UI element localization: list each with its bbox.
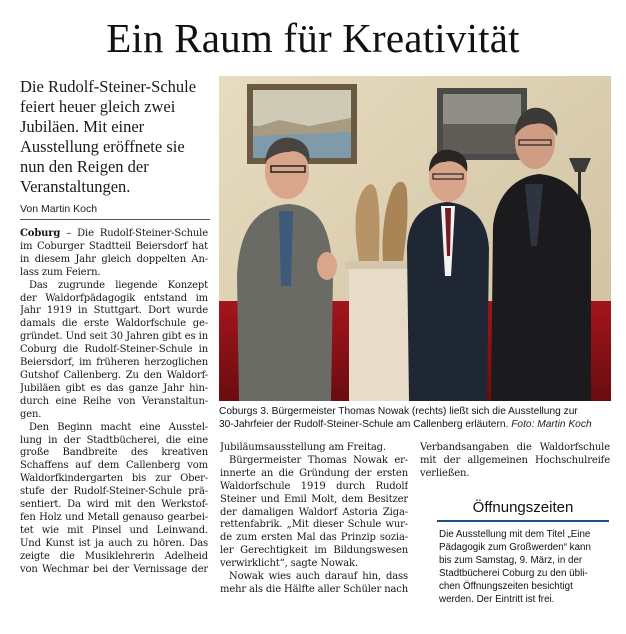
article-column-2: [220, 442, 408, 597]
article-line: gen.: [20, 408, 42, 420]
article-line: Bürgermeister Thomas Nowak er-: [229, 454, 408, 466]
lead-line: feiert heuer gleich zwei: [20, 97, 176, 116]
caption-line: Coburgs 3. Bürgermeister Thomas Nowak (rechts) ließt sich die Ausstellung zur: [219, 406, 578, 417]
article-line: [20, 228, 208, 241]
article-line: große Bandbreite des kreativen: [20, 447, 208, 459]
photo-illustration: [219, 76, 611, 401]
dateline: Coburg: [20, 228, 61, 239]
article-line: rettenfabrik. „Mit dieser Schule wur-: [220, 519, 408, 531]
article-line: Waldorfschule 1919 durch Rudolf: [220, 480, 408, 492]
article-column-1: [20, 228, 208, 576]
info-line: bis zum Samstag, 9. März, in der: [439, 555, 583, 566]
info-line: werden. Der Eintritt ist frei.: [439, 594, 555, 605]
lead-line: Die Rudolf-Steiner-Schule: [20, 77, 197, 96]
caption-text: 30-Jahrfeier der Rudolf-Steiner-Schule am Callenberg erläutern.: [219, 419, 509, 430]
article-line: tet wie mit Pinsel und Leinwand.: [20, 524, 208, 536]
byline-divider: [20, 219, 210, 220]
article-line: Das zugrunde liegende Konzept: [29, 279, 208, 291]
info-box-title: Öffnungszeiten: [472, 499, 574, 516]
article-line: in diesem Jahr gleich doppelten An-: [20, 253, 208, 265]
article-line: sentiert. Da wird mit den Werkstof-: [20, 499, 208, 511]
article-line: durch eine Reihe von Veranstaltun-: [20, 395, 208, 407]
article-line: Verbandsangaben die Waldorfschule: [420, 442, 610, 453]
lead-line: Veranstaltungen.: [20, 177, 131, 196]
caption-line: [219, 418, 611, 431]
lead-line: nun den Reigen der: [20, 157, 149, 176]
lead-line: Ausstellung eröffnete sie: [20, 137, 185, 156]
article-line: gründet. Und seit 30 Jahren gibt es in: [20, 331, 208, 343]
info-line: Stadtbücherei Coburg zu den übli-: [439, 568, 588, 579]
info-line: chen Öffnungszeiten besichtigt: [439, 581, 573, 592]
info-line: Die Ausstellung mit dem Titel „Eine: [439, 529, 591, 540]
article-column-3: [420, 442, 610, 481]
byline: Von Martin Koch: [20, 203, 98, 215]
info-box-body: [439, 528, 611, 606]
article-line: Schaffens auf dem Callenberg vom: [20, 460, 208, 472]
article-line: im Coburger Stadtteil Beiersdorf hat: [20, 240, 208, 252]
article-line: Jahr 1919 in Stuttgart. Dort wurde: [20, 305, 208, 317]
article-line: Waldorfkindergarten bis zur Ober-: [20, 473, 208, 485]
photo-caption: [219, 405, 611, 431]
info-box-divider: [437, 520, 609, 522]
article-line: fen Holz und Metall genauso gearbei-: [20, 511, 208, 523]
article-line: verließen.: [420, 467, 470, 479]
article-line: ler Gerechtigkeit im Bildungswesen: [220, 545, 408, 557]
article-line: lung in der Stadtbücherei, die eine: [20, 434, 208, 446]
article-line: Und Kunst ist ja auch zu hören. Das: [20, 537, 208, 549]
article-line: Nowak wies auch darauf hin, dass: [229, 571, 408, 583]
article-line: stufe der Rudolf-Steiner-Schule prä-: [20, 486, 208, 498]
article-line: Den Beginn macht eine Ausstel-: [29, 421, 208, 433]
article-photo: [219, 76, 611, 401]
article-line: der damaligen Waldorf Astoria Ziga-: [220, 506, 408, 518]
headline: Ein Raum für Kreativität: [106, 15, 520, 61]
article-line: der Waldorfpädagogik entstand im: [20, 292, 208, 304]
info-line: Pädagogik zum Großwerden“ kann: [439, 542, 591, 553]
article-line: Steiner und Emil Molt, dem Besitzer: [220, 493, 408, 505]
article-line: Gutshof Callenberg. Zu den Waldorf-: [20, 369, 208, 381]
article-line: zeigte die Musiklehrerin Adelheid: [20, 550, 208, 562]
article-line: damals die erste Waldorfschule ge-: [20, 318, 208, 330]
lead-paragraph: [20, 77, 208, 197]
article-line: mehr als die Hälfte aller Schüler nach: [220, 583, 408, 595]
article-line: von Wechmar bei der Vernissage der: [20, 563, 208, 575]
article-text: – Die Rudolf-Steiner-Schule: [60, 228, 208, 239]
article-line: lass zum Feiern.: [20, 266, 101, 278]
lead-line: Jubiläen. Mit einer: [20, 117, 145, 136]
photo-credit: Foto: Martin Koch: [511, 419, 592, 430]
article-line: verwirklicht“, sagte Nowak.: [220, 558, 358, 570]
article-line: de zum ersten Mal das Prinzip sozia-: [220, 532, 408, 544]
article-line: mit der allgemeinen Hochschulreife: [420, 454, 610, 466]
article-line: Jubiläen gibt es das ganze Jahr hin-: [20, 382, 208, 394]
article-line: innerte an die Gründung der ersten: [220, 467, 408, 479]
article-line: Beiersdorf, im früheren herzoglichen: [20, 357, 208, 369]
article-line: Jubiläumsausstellung am Freitag.: [220, 442, 386, 453]
article-line: Coburg die Rudolf-Steiner-Schule in: [20, 344, 208, 356]
